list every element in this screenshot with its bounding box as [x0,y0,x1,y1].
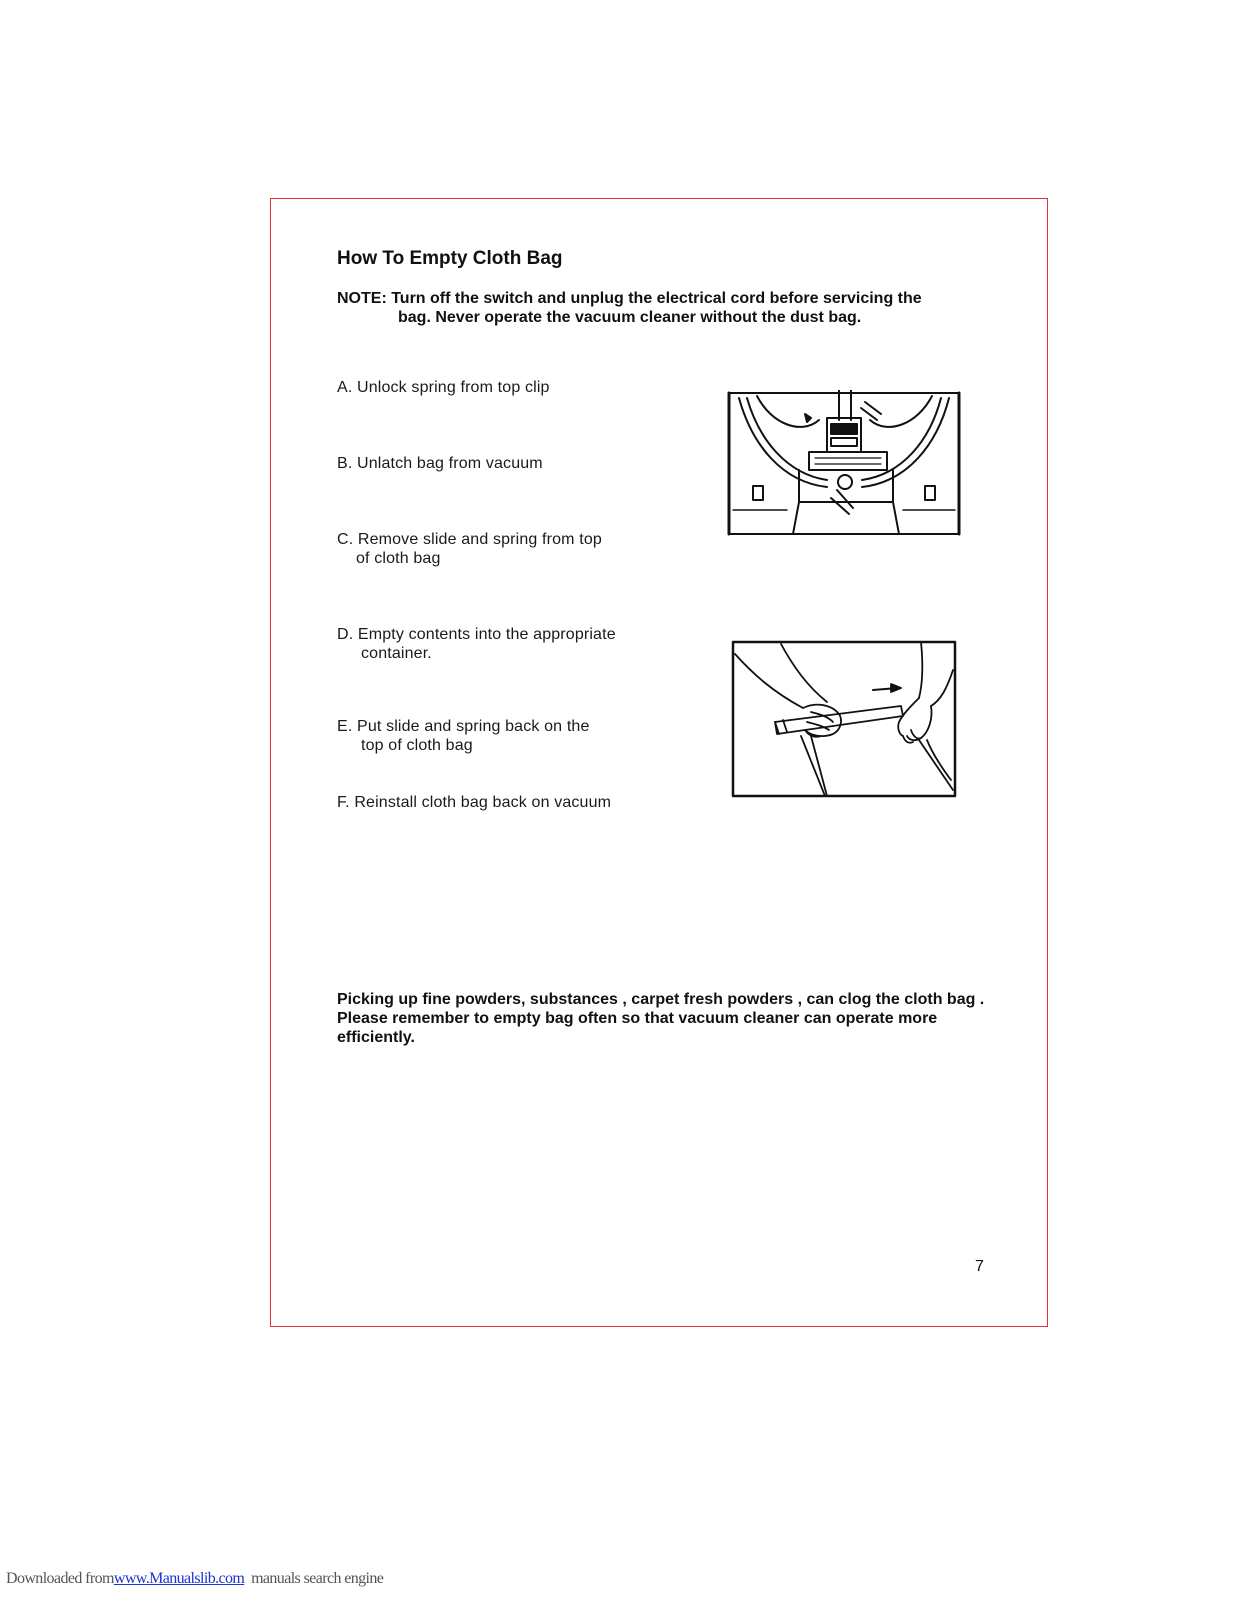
page-title: How To Empty Cloth Bag [337,248,563,269]
maintenance-tip: Picking up fine powders, substances , carpet fresh powders , can clog the cloth bag . Please remember to empty bag often so that vacuum cleaner can operate more efficiently. [337,991,985,1046]
download-footer [6,1570,383,1588]
step-b [337,454,543,473]
step-e-continuation: top of cloth bag [361,737,473,754]
safety-note-line-1: NOTE: Turn off the switch and unplug the electrical cord before servicing the [337,290,922,307]
vacuum-bag-clip-illustration [727,390,962,537]
manualslib-link[interactable]: www.Manualslib.com [113,1570,245,1587]
step-e [337,717,590,755]
hands-removing-slide-illustration [731,640,957,798]
step-a-text: A. Unlock spring from top clip [337,379,550,396]
safety-note [337,289,997,327]
step-c-continuation: of cloth bag [356,550,441,567]
step-d-text: D. Empty contents into the appropriate [337,626,616,643]
step-e-text: E. Put slide and spring back on the [337,718,590,735]
page-number: 7 [975,1258,984,1275]
step-c [337,530,602,568]
step-d-continuation: container. [361,645,432,662]
step-b-text: B. Unlatch bag from vacuum [337,455,543,472]
step-f-text: F. Reinstall cloth bag back on vacuum [337,794,612,811]
safety-note-line-2: bag. Never operate the vacuum cleaner without the dust bag. [398,309,862,326]
step-c-text: C. Remove slide and spring from top [337,531,602,548]
footer-prefix: Downloaded from [6,1570,114,1587]
step-a [337,378,550,397]
footer-suffix: manuals search engine [251,1570,384,1587]
step-f [337,793,611,812]
step-d [337,625,616,663]
